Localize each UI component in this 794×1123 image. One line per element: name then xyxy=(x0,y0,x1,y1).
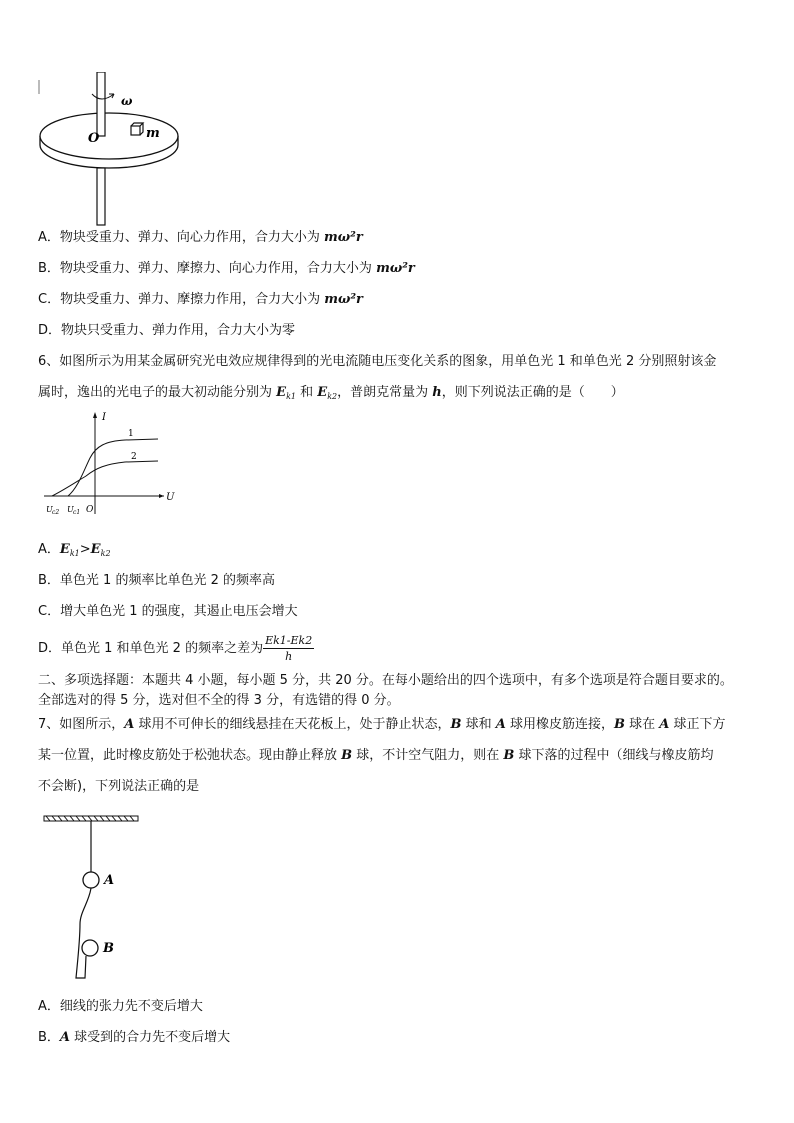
q5-option-d: D．物块只受重力、弹力作用，合力大小为零 xyxy=(38,323,296,338)
q7-option-b-text: 球受到的合力先不变后增大 xyxy=(70,1030,231,1045)
q5-formula-b: mω²r xyxy=(376,261,415,276)
q6-stem-part: 属时，逸出的光电子的最大初动能分别为 xyxy=(38,385,277,400)
uc2-sub: c2 xyxy=(52,509,60,516)
q6-option-a-prefix: A． xyxy=(38,542,60,557)
uc1-label: U xyxy=(67,505,74,514)
q7-ball-b: B xyxy=(503,748,515,763)
q6-option-a xyxy=(38,541,111,563)
q6-h: h xyxy=(432,385,442,400)
q7-part: 球用不可伸长的细线悬挂在天花板上，处于静止状态， xyxy=(134,717,451,732)
hanging-balls-figure xyxy=(40,812,150,984)
rotating-disk-figure xyxy=(34,72,184,227)
q7-ball-a: A xyxy=(59,1030,71,1045)
q5-option-a-text: A．物块受重力、弹力、向心力作用，合力大小为 xyxy=(38,230,325,245)
q7-option-b xyxy=(38,1029,230,1047)
curve-2-label: 2 xyxy=(131,452,137,462)
photocurrent-graph xyxy=(40,408,180,520)
q6-stem-line2 xyxy=(38,384,624,406)
q6-option-a-gt: > xyxy=(79,542,91,557)
q6-option-d-text: D．单色光 1 和单色光 2 的频率之差为 xyxy=(38,641,264,656)
q7-part: 7、如图所示， xyxy=(38,717,125,732)
q7-part: 某一位置，此时橡皮筋处于松弛状态。现由静止释放 xyxy=(38,748,342,763)
q7-ball-b: B xyxy=(341,748,353,763)
origin-label: O xyxy=(88,131,100,146)
q7-ball-b: B xyxy=(614,717,626,732)
q6-stem-line1: 6、如图所示为用某金属研究光电效应规律得到的光电流随电压变化关系的图象，用单色光 1 和单色光 2 分别照射该金 xyxy=(38,354,717,369)
q7-ball-a: A xyxy=(495,717,506,732)
q6-option-d xyxy=(38,632,314,666)
axis-u-label: U xyxy=(166,492,175,503)
q6-option-c: C．增大单色光 1 的强度，其遏止电压会增大 xyxy=(38,604,298,619)
q7-part: 球用橡皮筋连接， xyxy=(505,717,615,732)
q5-option-a xyxy=(38,229,363,247)
q5-formula-c: mω²r xyxy=(324,292,363,307)
q6-ek1-sub: k1 xyxy=(286,392,296,401)
q7-part: 球和 xyxy=(461,717,496,732)
q7-part: 球下落的过程中（细线与橡皮筋均 xyxy=(514,748,714,763)
q7-ball-b: B xyxy=(450,717,462,732)
q6-stem-part: ，普朗克常量为 xyxy=(337,385,433,400)
curve-1-label: 1 xyxy=(128,429,134,439)
q6-ek1: E xyxy=(276,385,287,400)
fraction-denominator: h xyxy=(285,650,293,663)
mass-label: m xyxy=(146,126,160,141)
q7-option-b-prefix: B． xyxy=(38,1030,60,1045)
ball-b-label: B xyxy=(103,941,114,956)
q5-option-b xyxy=(38,260,415,278)
q6-option-a-e2: E xyxy=(90,542,101,557)
q7-option-a: A．细线的张力先不变后增大 xyxy=(38,999,203,1014)
q5-formula-a: mω²r xyxy=(324,230,363,245)
q6-ek2-sub: k2 xyxy=(327,392,338,401)
q6-option-a-sub1: k1 xyxy=(69,549,80,558)
omega-label: ω xyxy=(121,94,133,108)
q5-option-c xyxy=(38,291,363,309)
q6-option-a-sub2: k2 xyxy=(100,549,111,558)
q7-stem-line1 xyxy=(38,716,726,734)
q5-option-c-text: C．物块受重力、弹力、摩擦力作用，合力大小为 xyxy=(38,292,325,307)
uc2-label: U xyxy=(46,505,53,514)
q7-part: 球正下方 xyxy=(669,717,726,732)
q6-option-d-fraction xyxy=(263,633,314,664)
q7-part: 球在 xyxy=(625,717,660,732)
axis-i-label: I xyxy=(102,412,106,423)
q7-ball-a: A xyxy=(659,717,670,732)
q5-option-b-text: B．物块受重力、弹力、摩擦力、向心力作用，合力大小为 xyxy=(38,261,377,276)
q6-ek2: E xyxy=(317,385,328,400)
uc1-sub: c1 xyxy=(73,509,81,516)
graph-origin-label: O xyxy=(86,505,94,515)
q6-option-a-e1: E xyxy=(59,542,70,557)
ball-a-label: A xyxy=(104,873,115,888)
q7-ball-a: A xyxy=(124,717,135,732)
section-2-header-line2: 全部选对的得 5 分，选对但不全的得 3 分，有选错的得 0 分。 xyxy=(38,693,400,708)
q7-stem-line2 xyxy=(38,747,714,765)
q7-stem-line3: 不会断)，下列说法正确的是 xyxy=(38,779,200,794)
q6-stem-part: ，则下列说法正确的是（ ） xyxy=(441,385,624,400)
q6-stem-part: 和 xyxy=(296,385,318,400)
section-2-header-line1: 二、多项选择题：本题共 4 小题，每小题 5 分，共 20 分。在每小题给出的四个选项中，有多个选项是符合题目要求的。 xyxy=(38,673,733,688)
fraction-numerator: Ek1-Ek2 xyxy=(265,634,313,647)
q6-option-b: B．单色光 1 的频率比单色光 2 的频率高 xyxy=(38,573,275,588)
q7-part: 球，不计空气阻力，则在 xyxy=(352,748,504,763)
